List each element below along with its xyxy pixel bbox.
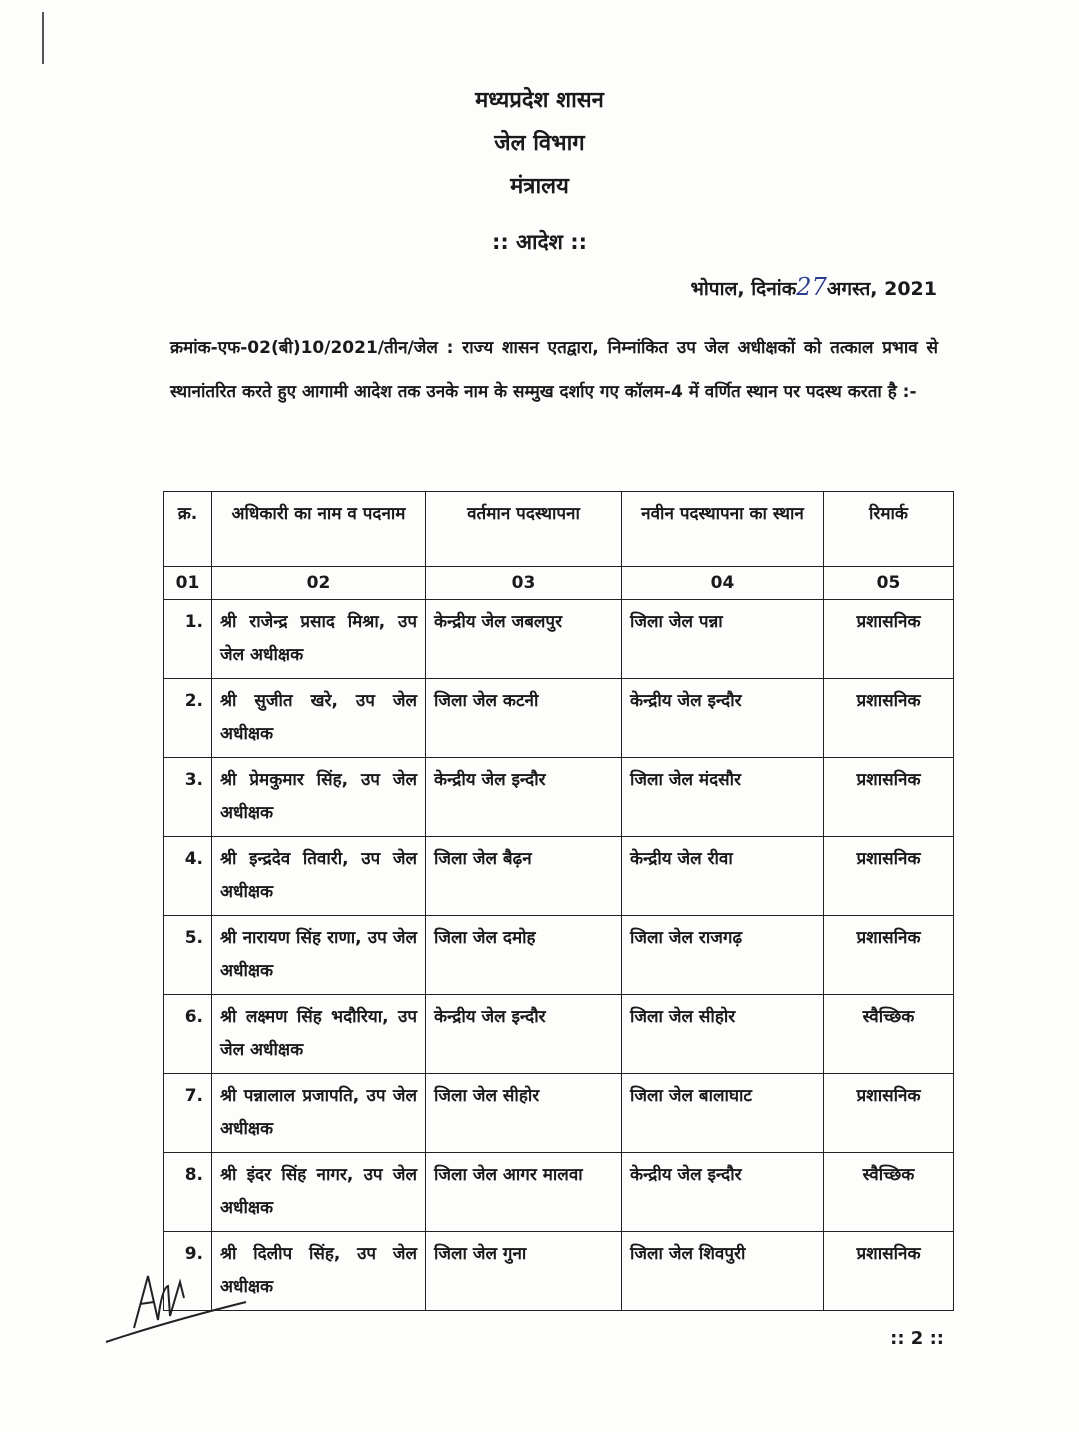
row-remark: प्रशासनिक <box>824 679 954 758</box>
row-remark: प्रशासनिक <box>824 1074 954 1153</box>
row-current-posting: केन्द्रीय जेल जबलपुर <box>426 600 622 679</box>
row-remark: स्वैच्छिक <box>824 1153 954 1232</box>
row-serial: 2. <box>164 679 212 758</box>
dateline <box>691 273 937 301</box>
row-officer: श्री इंदर सिंह नागर, उप जेल अधीक्षक <box>212 1153 426 1232</box>
row-remark: स्वैच्छिक <box>824 995 954 1074</box>
department-name: जेल विभाग <box>494 131 585 156</box>
column-number-row <box>164 567 954 600</box>
header-serial: क्र. <box>164 492 212 567</box>
ministry-name: मंत्रालय <box>510 174 569 199</box>
row-officer: श्री नारायण सिंह राणा, उप जेल अधीक्षक <box>212 916 426 995</box>
row-new-posting: जिला जेल मंदसौर <box>622 758 824 837</box>
row-new-posting: जिला जेल शिवपुरी <box>622 1232 824 1311</box>
table-row <box>164 916 954 995</box>
column-number: 05 <box>824 567 954 600</box>
column-number: 01 <box>164 567 212 600</box>
row-remark: प्रशासनिक <box>824 1232 954 1311</box>
row-serial: 5. <box>164 916 212 995</box>
row-officer: श्री लक्ष्मण सिंह भदौरिया, उप जेल अधीक्षक <box>212 995 426 1074</box>
header-officer: अधिकारी का नाम व पदनाम <box>212 492 426 567</box>
row-new-posting: जिला जेल पन्ना <box>622 600 824 679</box>
table-row <box>164 679 954 758</box>
table-row <box>164 1074 954 1153</box>
row-current-posting: जिला जेल आगर मालवा <box>426 1153 622 1232</box>
order-paragraph: क्रमांक-एफ-02(बी)10/2021/तीन/जेल : राज्य शासन एतद्वारा, निम्नांकित उप जेल अधीक्षकों को तत्काल प्रभाव से स्थानांतरित करते हुए आगामी आदेश तक उनके नाम के सम्मुख दर्शाए गए कॉलम-4 में वर्णित स्थान पर पदस्थ करता है :- <box>170 338 938 402</box>
row-new-posting: जिला जेल सीहोर <box>622 995 824 1074</box>
row-officer: श्री इन्द्रदेव तिवारी, उप जेल अधीक्षक <box>212 837 426 916</box>
row-serial: 7. <box>164 1074 212 1153</box>
header-current-posting: वर्तमान पदस्थापना <box>426 492 622 567</box>
table-row <box>164 1232 954 1311</box>
column-number: 04 <box>622 567 824 600</box>
table-row <box>164 837 954 916</box>
row-serial: 3. <box>164 758 212 837</box>
header-new-posting: नवीन पदस्थापना का स्थान <box>622 492 824 567</box>
dateline-prefix: भोपाल, दिनांक <box>690 278 797 300</box>
row-remark: प्रशासनिक <box>824 916 954 995</box>
government-name: मध्यप्रदेश शासन <box>475 88 604 113</box>
row-current-posting: केन्द्रीय जेल इन्दौर <box>426 995 622 1074</box>
table-row <box>164 600 954 679</box>
page-number: :: 2 :: <box>890 1328 944 1349</box>
column-number: 02 <box>212 567 426 600</box>
row-serial: 6. <box>164 995 212 1074</box>
row-current-posting: केन्द्रीय जेल इन्दौर <box>426 758 622 837</box>
row-serial: 4. <box>164 837 212 916</box>
order-title: :: आदेश :: <box>491 230 588 254</box>
row-current-posting: जिला जेल गुना <box>426 1232 622 1311</box>
row-officer: श्री राजेन्द्र प्रसाद मिश्रा, उप जेल अधीक्षक <box>212 600 426 679</box>
signature <box>96 1258 266 1348</box>
table-row <box>164 758 954 837</box>
row-new-posting: केन्द्रीय जेल रीवा <box>622 837 824 916</box>
row-current-posting: जिला जेल सीहोर <box>426 1074 622 1153</box>
row-serial: 9. <box>164 1232 212 1311</box>
dateline-suffix: अगस्त, 2021 <box>826 278 937 300</box>
row-officer: श्री दिलीप सिंह, उप जेल अधीक्षक <box>212 1232 426 1311</box>
table-header-row <box>164 492 954 567</box>
row-new-posting: केन्द्रीय जेल इन्दौर <box>622 679 824 758</box>
column-number: 03 <box>426 567 622 600</box>
row-serial: 1. <box>164 600 212 679</box>
table-row <box>164 1153 954 1232</box>
row-serial: 8. <box>164 1153 212 1232</box>
row-remark: प्रशासनिक <box>824 600 954 679</box>
row-remark: प्रशासनिक <box>824 837 954 916</box>
header-remark: रिमार्क <box>824 492 954 567</box>
row-new-posting: जिला जेल बालाघाट <box>622 1074 824 1153</box>
row-current-posting: जिला जेल दमोह <box>426 916 622 995</box>
row-new-posting: केन्द्रीय जेल इन्दौर <box>622 1153 824 1232</box>
row-remark: प्रशासनिक <box>824 758 954 837</box>
row-current-posting: जिला जेल बैढ़न <box>426 837 622 916</box>
row-officer: श्री पन्नालाल प्रजापति, उप जेल अधीक्षक <box>212 1074 426 1153</box>
row-current-posting: जिला जेल कटनी <box>426 679 622 758</box>
row-officer: श्री प्रेमकुमार सिंह, उप जेल अधीक्षक <box>212 758 426 837</box>
dateline-day: 27 <box>796 273 827 301</box>
transfer-table <box>163 491 954 1311</box>
row-officer: श्री सुजीत खरे, उप जेल अधीक्षक <box>212 679 426 758</box>
margin-mark <box>42 12 44 64</box>
table-row <box>164 995 954 1074</box>
row-new-posting: जिला जेल राजगढ़ <box>622 916 824 995</box>
